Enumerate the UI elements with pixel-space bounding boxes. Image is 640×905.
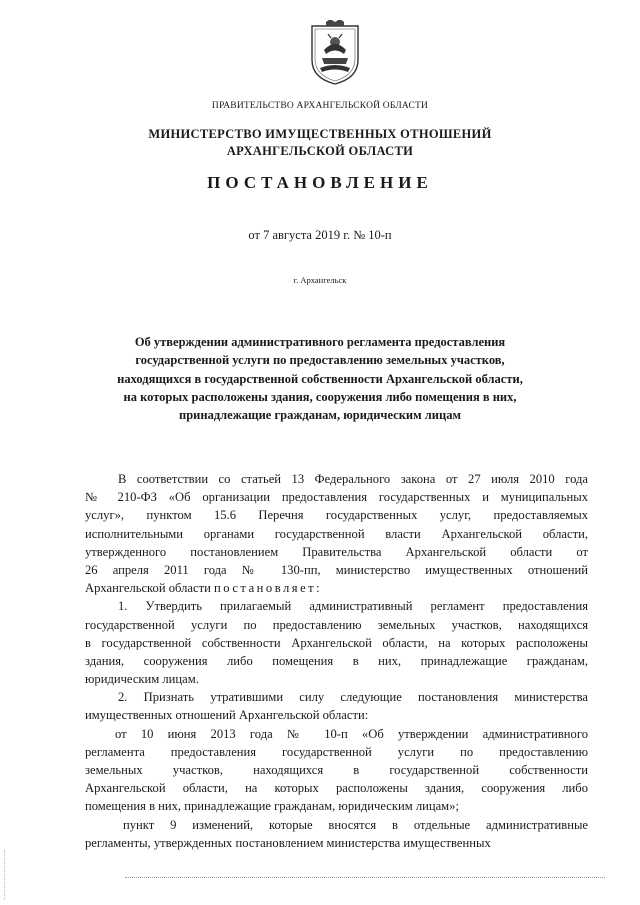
scan-margin-mark xyxy=(4,850,6,900)
resolution-word: постановляет: xyxy=(213,581,323,596)
government-name: ПРАВИТЕЛЬСТВО АРХАНГЕЛЬСКОЙ ОБЛАСТИ xyxy=(211,101,429,111)
body-text: Архангельской области xyxy=(85,581,211,596)
body-line: В соответствии со статьей 13 Федерального закона от 27 июля 2010 года xyxy=(118,472,588,486)
body-line: 1. Утвердить прилагаемый административный регламент предоставления xyxy=(118,599,588,614)
body-line xyxy=(85,579,588,597)
footer-divider xyxy=(125,877,605,878)
body-line: государственной услуги по предоставлению земельных участков, находящихся xyxy=(85,617,588,632)
body-line: земельных участков, находящихся в государственной собственности xyxy=(85,763,588,777)
document-city: г. Архангельск xyxy=(293,275,347,285)
body-line: пункт 9 изменений, которые вносятся в отдельные административные xyxy=(123,817,588,832)
title-line: государственной услуги по предоставлению земельных участков, xyxy=(135,353,505,368)
title-line: на которых расположены здания, сооружения либо помещения в них, xyxy=(123,389,517,404)
title-line: принадлежащие гражданам, юридическим лицам xyxy=(179,408,461,423)
title-line: Об утверждении административного регламента предоставления xyxy=(134,335,506,349)
document-date-number: от 7 августа 2019 г. № 10-п xyxy=(248,228,392,242)
ministry-line-1: МИНИСТЕРСТВО ИМУЩЕСТВЕННЫХ ОТНОШЕНИЙ xyxy=(148,127,492,141)
title-line: находящихся в государственной собственности Архангельской области, xyxy=(117,371,523,386)
body-line: регламенты, утвержденных постановлением министерства имущественных xyxy=(85,835,491,850)
body-line: исполнительными органами государственной власти Архангельской области, xyxy=(85,526,588,541)
body-line: утвержденного постановлением Правительства Архангельской области от xyxy=(85,544,588,559)
body-line: юридическим лицам. xyxy=(85,672,199,687)
body-line: помещения в них, принадлежащие гражданам, юридическим лицам»; xyxy=(85,799,459,814)
body-line: № 210-ФЗ «Об организации предоставления государственных и муниципальных xyxy=(85,490,588,505)
body-line: услуг», пунктом 15.6 Перечня государственных услуг, предоставляемых xyxy=(85,508,588,523)
body-line: от 10 июня 2013 года № 10-п «Об утверждении административного xyxy=(115,726,588,741)
body-line: здания, сооружения либо помещения в них, принадлежащие гражданам, xyxy=(85,653,588,668)
coat-of-arms-emblem xyxy=(304,20,366,86)
ministry-line-2: АРХАНГЕЛЬСКОЙ ОБЛАСТИ xyxy=(226,144,414,158)
body-line: 26 апреля 2011 года № 130-пп, министерство имущественных отношений xyxy=(85,562,588,577)
document-body xyxy=(85,470,588,852)
ministry-name xyxy=(0,126,640,160)
document-type: ПОСТАНОВЛЕНИЕ xyxy=(207,173,433,192)
body-line: регламента предоставления государственной услуги по предоставлению xyxy=(85,744,588,759)
body-line: в государственной собственности Архангельской области, на которых расположены xyxy=(85,635,588,650)
body-line: Архангельской области, на которых расположены здания, сооружения либо xyxy=(85,781,588,796)
document-title xyxy=(60,333,580,424)
body-line: 2. Признать утратившими силу следующие постановления министерства xyxy=(118,690,588,705)
body-line: имущественных отношений Архангельской области: xyxy=(85,708,369,723)
